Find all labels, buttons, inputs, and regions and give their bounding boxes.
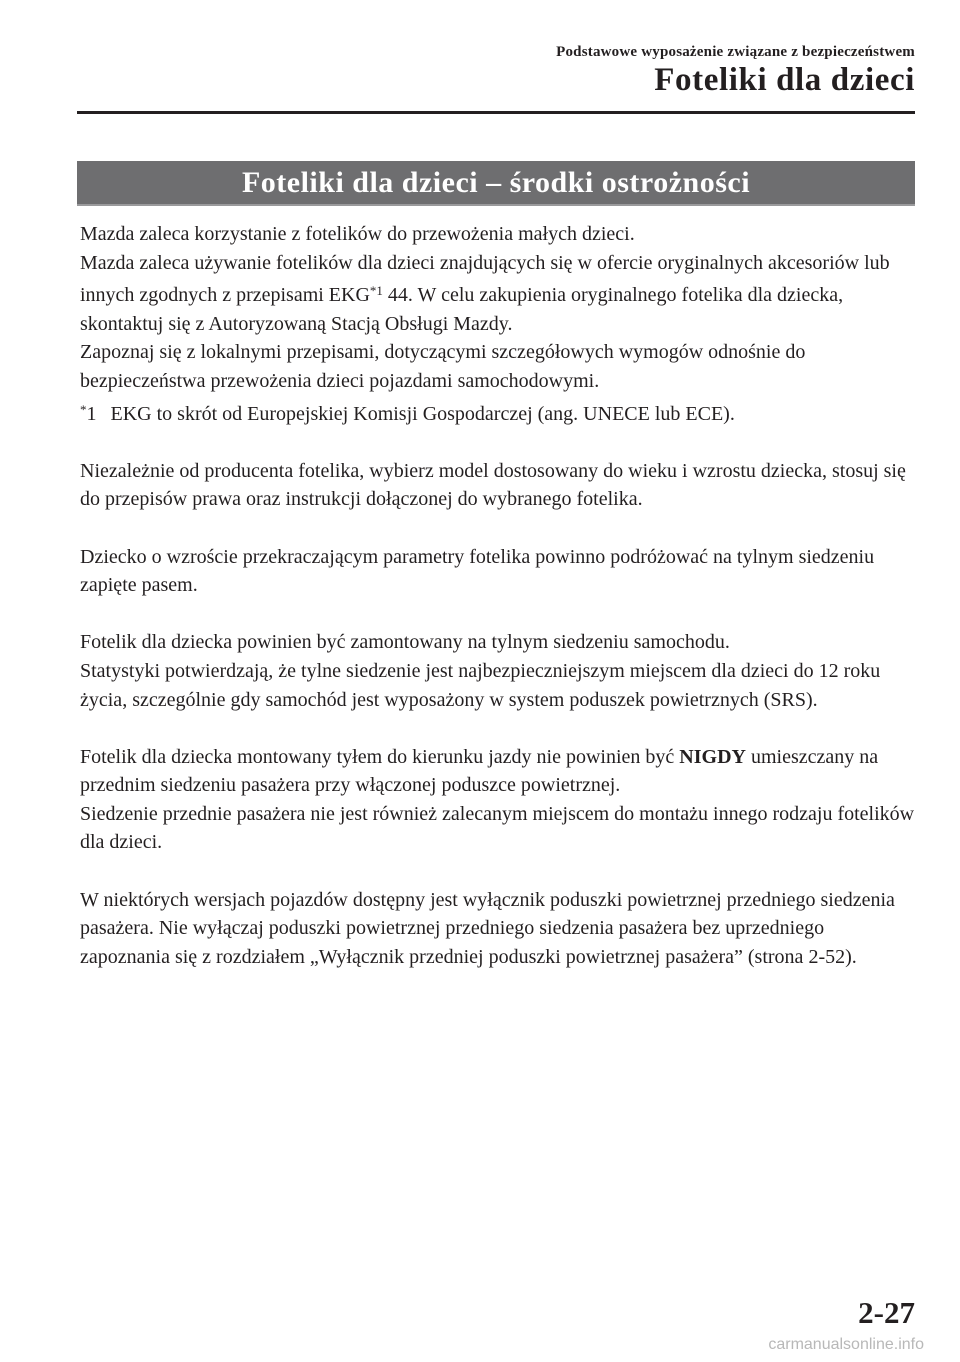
emphasis-never: NIGDY	[679, 745, 746, 768]
paragraph: Zapoznaj się z lokalnymi przepisami, dotyczącymi szczegółowych wymogów odnośnie do bezpieczeństwa przewożenia dzieci pojazdami samochodowymi.	[80, 341, 806, 392]
paragraph: Statystyki potwierdzają, że tylne siedzenie jest najbezpieczniejszym miejscem dla dzieci do 12 roku życia, szczególnie gdy samochód jest wyposażony w system poduszek powietrznych (SRS).	[80, 659, 881, 711]
paragraph-text: 44. W celu zakupienia oryginalnego fotelika dla dziecka, skontaktuj się z Autoryzowaną Stacją Obsługi Mazdy.	[80, 284, 844, 335]
paragraph	[80, 249, 915, 339]
paragraph-text: umieszczany na przednim siedzeniu pasażera przy włączonej poduszce powietrznej.	[80, 745, 879, 797]
body-content	[80, 220, 915, 971]
paragraph: Fotelik dla dziecka powinien być zamontowany na tylnym siedzeniu samochodu.	[80, 631, 730, 654]
paragraph	[80, 743, 915, 800]
watermark-link[interactable]: carmanualsonline.info	[768, 1336, 924, 1353]
paragraph: Siedzenie przednie pasażera nie jest również zalecanym miejscem do montażu innego rodzaju fotelików dla dzieci.	[80, 802, 915, 854]
footnote-reference: *1	[369, 283, 383, 299]
footnote-star: *	[80, 401, 87, 417]
header-section-label: Podstawowe wyposażenie związane z bezpieczeństwem	[556, 44, 915, 60]
paragraph: Mazda zaleca korzystanie z fotelików do przewożenia małych dzieci.	[80, 223, 635, 245]
footnote-text: EKG to skrót od Europejskiej Komisji Gospodarczej (ang. UNECE lub ECE).	[110, 402, 735, 425]
footnote	[80, 396, 915, 429]
footnote-label	[80, 396, 97, 429]
page-number: 2-27	[858, 1295, 915, 1330]
footnote-number: 1	[86, 402, 97, 425]
paragraph: W niektórych wersjach pojazdów dostępny jest wyłącznik poduszki powietrznej przedniego siedzenia pasażera. Nie wyłączaj poduszki powietrznej przedniego siedzenia pasażera bez uprzedniego zapoznania się z rozdziałem „Wyłącznik przedniej poduszki powietrznej pasażera” (strona 2-52).	[80, 888, 895, 968]
section-banner: Foteliki dla dzieci – środki ostrożności	[77, 161, 915, 206]
paragraph-text: Fotelik dla dziecka montowany tyłem do kierunku jazdy nie powinien być	[80, 745, 680, 768]
header-rule	[77, 111, 915, 114]
paragraph-text: Mazda zaleca używanie fotelików dla dzieci znajdujących się w ofercie oryginalnych akcesoriów lub innych zgodnych z przepisami EKG	[80, 251, 890, 307]
header-title: Foteliki dla dzieci	[654, 62, 915, 98]
paragraph: Dziecko o wzroście przekraczającym parametry fotelika powinno podróżować na tylnym siedzeniu zapięte pasem.	[80, 545, 875, 597]
paragraph: Niezależnie od producenta fotelika, wybierz model dostosowany do wieku i wzrostu dziecka, stosuj się do przepisów prawa oraz instrukcji dołączonej do wybranego fotelika.	[80, 459, 906, 511]
